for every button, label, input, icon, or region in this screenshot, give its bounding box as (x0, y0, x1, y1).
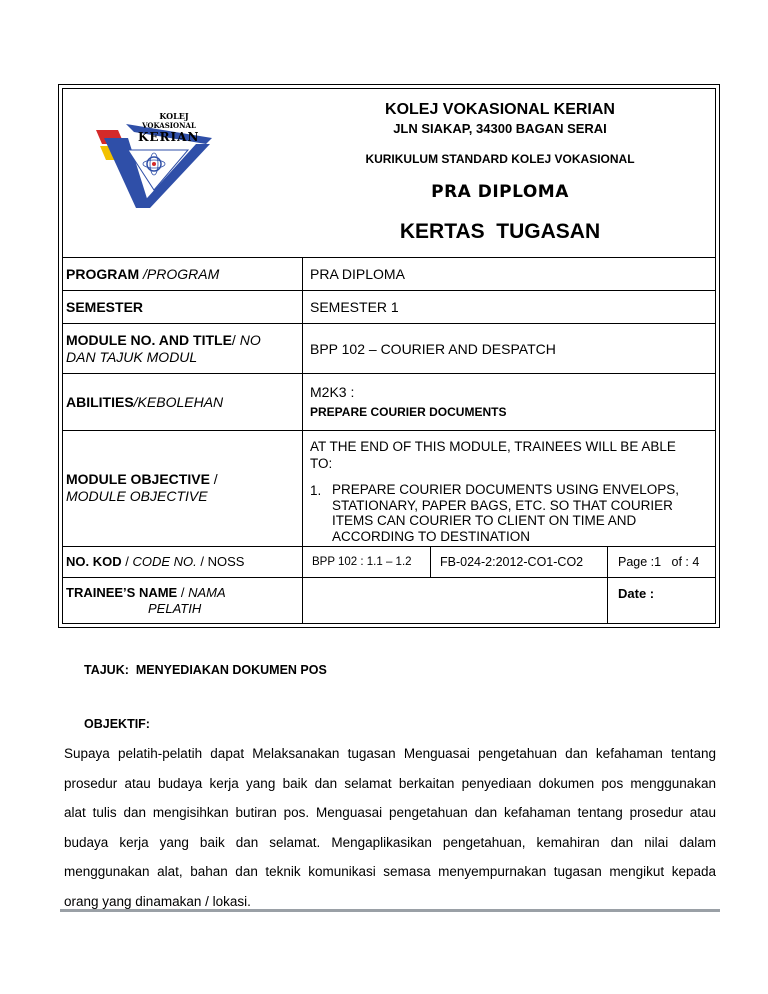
module-value: BPP 102 – COURIER AND DESPATCH (310, 341, 556, 357)
paragraph-line: Supaya pelatih-pelatih dapat Melaksanakan tugasan Menguasai pengetahuan dan kefahaman tentang (64, 746, 716, 761)
abilities-label: ABILITIES/KEBOLEHAN (66, 394, 224, 410)
form-code: FB-024-2:2012-CO1-CO2 (440, 555, 584, 569)
tajuk-heading: TAJUK: MENYEDIAKAN DOKUMEN POS (84, 663, 327, 677)
college-name: KOLEJ VOKASIONAL KERIAN (385, 101, 615, 118)
table-rule-2 (62, 290, 716, 291)
document-title: KERTAS TUGASAN (399, 220, 601, 243)
page-bottom-rule (60, 909, 720, 912)
paragraph-line: orang yang dinamakan / lokasi. (64, 893, 251, 909)
paragraph-line: menggunakan alat, bahan dan teknik komunikasi semasa menyempurnakan tugasan mengikut kepada (64, 864, 716, 879)
table-rule-5 (62, 430, 716, 431)
semester-label: SEMESTER (66, 299, 144, 315)
logo-text-top: KOLEJ (159, 111, 189, 121)
table-rule-6 (62, 546, 716, 547)
objective-intro: AT THE END OF THIS MODULE, TRAINEES WILL BE ABLE TO: (310, 439, 676, 471)
college-address: JLN SIAKAP, 34300 BAGAN SERAI (393, 121, 607, 136)
logo-text-bottom: KERIAN (138, 130, 200, 144)
table-col-divider (302, 257, 303, 624)
program-label: PROGRAM /PROGRAM (66, 266, 220, 282)
trainee-label: TRAINEE’S NAME / NAMA PELATIH (66, 585, 226, 616)
objective-item-number: 1. (310, 483, 322, 498)
abilities-code: M2K3 : (310, 384, 355, 400)
program-value: PRA DIPLOMA (310, 266, 405, 282)
objective-label: MODULE OBJECTIVE / MODULE OBJECTIVE (66, 471, 218, 504)
abilities-value: PREPARE COURIER DOCUMENTS (310, 405, 507, 419)
semester-value: SEMESTER 1 (310, 299, 399, 315)
code-label: NO. KOD / CODE NO. / NOSS (66, 554, 245, 569)
page-info: Page :1 of : 4 (618, 555, 700, 569)
date-label: Date : (618, 586, 655, 601)
objektif-paragraph (64, 739, 716, 916)
level-title: PRA DIPLOMA (431, 182, 569, 202)
logo-text-mid: VOKASIONAL (142, 121, 196, 130)
table-rule-7 (62, 577, 716, 578)
table-code-divider (430, 546, 431, 577)
date-field[interactable] (670, 579, 714, 623)
code-value: BPP 102 : 1.1 – 1.2 (312, 556, 412, 568)
table-rule-1 (62, 257, 716, 258)
objektif-heading: OBJEKTIF: (84, 717, 150, 731)
table-page-divider (607, 546, 608, 624)
trainee-name-field[interactable] (304, 579, 606, 623)
objective-item: PREPARE COURIER DOCUMENTS USING ENVELOPS, STATIONARY, PAPER BAGS, ETC. SO THAT COURIER ITEMS CAN COURIER TO CLIENT ON TIME AND ACCORDING TO DESTINATION (332, 482, 680, 544)
table-rule-3 (62, 323, 716, 324)
module-label: MODULE NO. AND TITLE/ NO DAN TAJUK MODUL (66, 332, 261, 365)
college-logo (88, 108, 212, 216)
paragraph-line: alat tulis dan mengisihkan butiran pos. Menguasai pengetahuan dan kefahaman tentang prosedur atau (64, 805, 716, 820)
table-rule-4 (62, 373, 716, 374)
paragraph-line: prosedur atau budaya kerja yang baik dan selamat berkaitan penyediaan dokumen pos menggunakan (64, 775, 716, 791)
paragraph-line: budaya kerja yang baik dan selamat. Mengaplikasikan pengetahuan, kemahiran dan nilai dalam (64, 834, 716, 850)
curriculum-title: KURIKULUM STANDARD KOLEJ VOKASIONAL (365, 152, 635, 166)
